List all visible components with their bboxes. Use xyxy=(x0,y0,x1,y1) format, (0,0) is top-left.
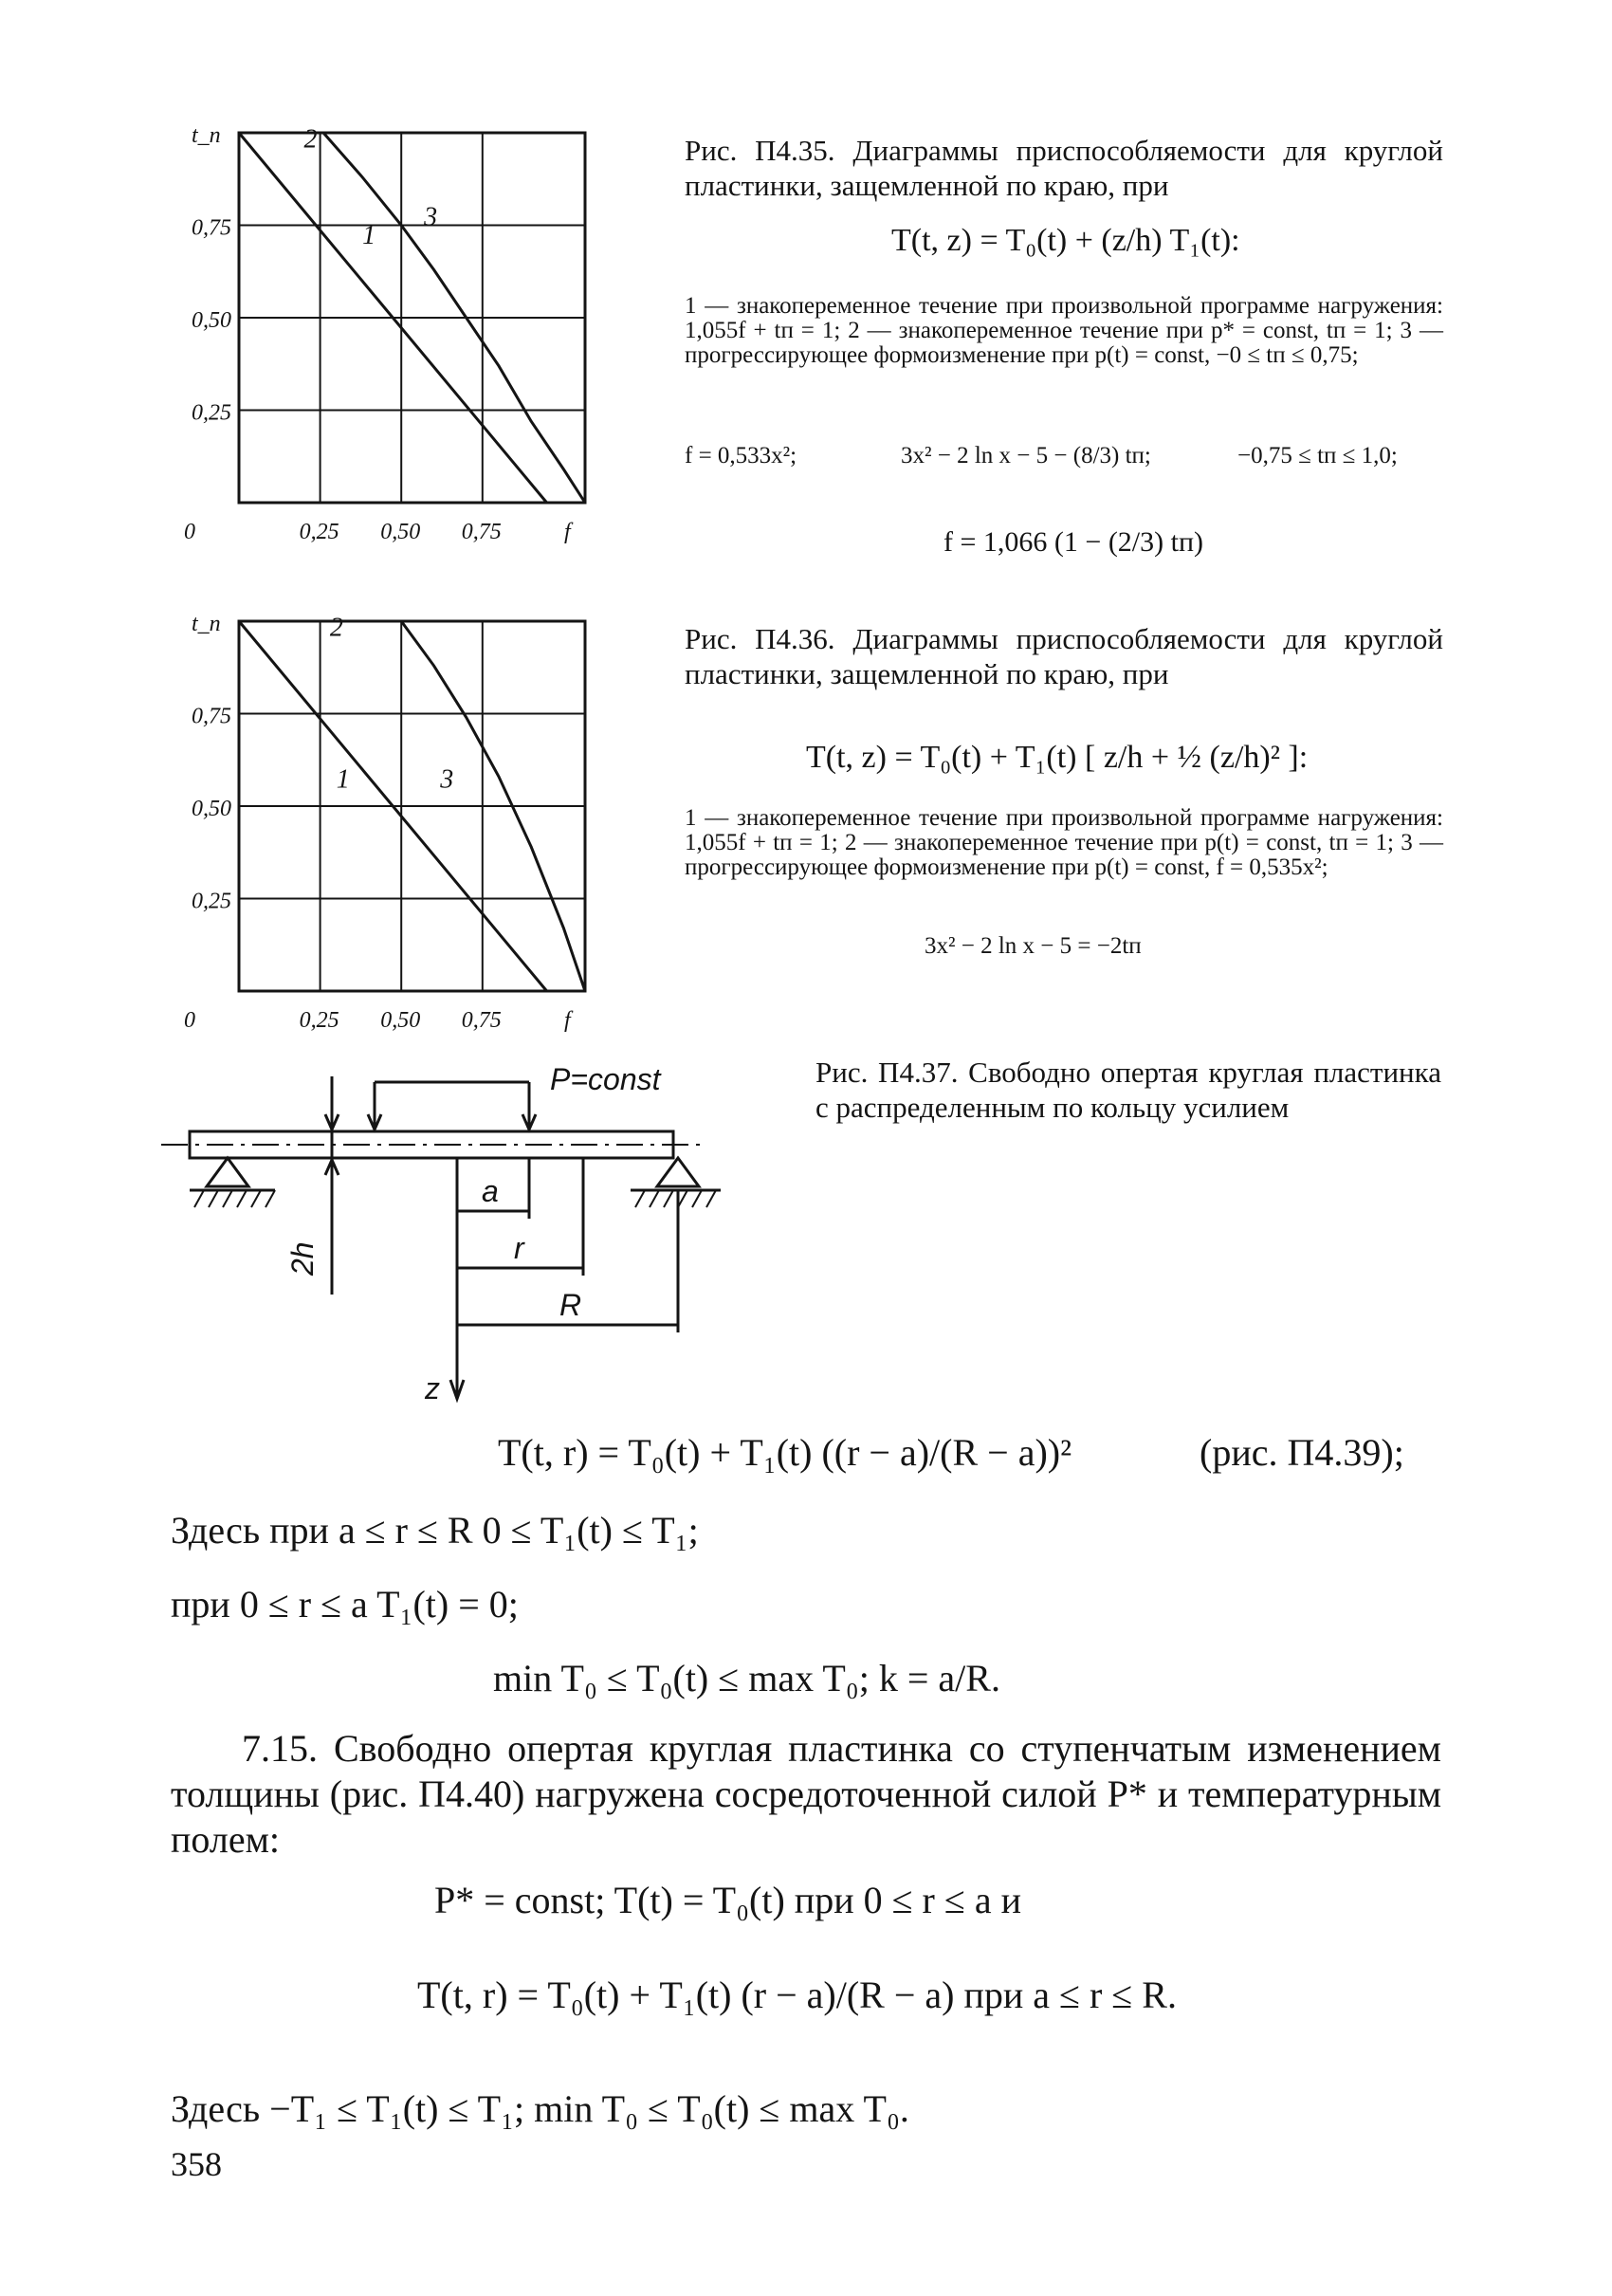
ground-hatch xyxy=(194,1190,716,1207)
series-1-label: 1 xyxy=(336,764,350,795)
x-tick-label: f xyxy=(564,1008,571,1033)
label-R: R xyxy=(559,1288,582,1322)
equation-1-reference: (рис. П4.39); xyxy=(1200,1431,1404,1474)
fig-p4-35-formula: T(t, z) = T₀(t) + (z/h) T₁(t): xyxy=(891,223,1240,258)
chart-fig-p4-36 xyxy=(184,607,607,1034)
label-load: P=const xyxy=(550,1062,661,1096)
x-tick-label: 0,25 xyxy=(299,1008,339,1033)
label-a: a xyxy=(482,1174,499,1208)
y-tick-label: 0,50 xyxy=(192,308,231,333)
fig-p4-36-caption: Рис. П4.36. Диаграммы приспособляемости для круглой пластинки, защемленной по краю, при xyxy=(685,622,1443,690)
y-tick-label: 0,75 xyxy=(192,215,231,241)
y-tick-label: 0,50 xyxy=(192,797,231,821)
paragraph-7-15: 7.15. Свободно опертая круглая пластинка со ступенчатым изменением толщины (рис. П4.40) нагружена сосредоточенной силой P* и температурным полем: xyxy=(171,1727,1441,1861)
x-tick-label: 0,25 xyxy=(299,520,339,544)
fig-p4-36-formula: T(t, z) = T₀(t) + T₁(t) [ z/h + ½ (z/h)² ]: xyxy=(806,740,1309,775)
y-tick-label: 0,25 xyxy=(192,889,231,914)
left-support xyxy=(207,1158,248,1186)
y-tick-label: t_п xyxy=(192,612,221,636)
series-2-label: 2 xyxy=(303,124,318,155)
fig-p4-37-caption: Рис. П4.37. Свободно опертая круглая пластинка с распределенным по кольцу усилием xyxy=(815,1056,1441,1124)
equation-3: T(t, r) = T₀(t) + T₁(t) (r − a)/(R − a) при a ≤ r ≤ R. xyxy=(417,1974,1177,2016)
series-1-label: 1 xyxy=(362,221,376,250)
fig-p4-35-caption: Рис. П4.35. Диаграммы приспособляемости для круглой пластинки, защемленной по краю, при xyxy=(685,134,1443,202)
text-line-3: min T₀ ≤ T₀(t) ≤ max T₀; k = a/R. xyxy=(493,1657,1000,1699)
chart-fig-p4-35 xyxy=(184,119,607,545)
text-last-line: Здесь −T₁ ≤ T₁(t) ≤ T₁; min T₀ ≤ T₀(t) ≤ max T₀. xyxy=(171,2087,909,2130)
series-3-label: 3 xyxy=(440,764,454,795)
label-r: r xyxy=(514,1231,524,1265)
y-tick-label: 0,25 xyxy=(192,400,231,426)
y-tick-label: t_п xyxy=(192,123,221,148)
equation-1: T(t, r) = T₀(t) + T₁(t) ((r − a)/(R − a))² xyxy=(498,1431,1072,1474)
fig-p4-35-legend: 1 — знакопеременное течение при произвольной программе нагружения: 1,055f + tп = 1; 2 — знакопеременное течение при p* = const, tп = 1; 3 — прогрессирующее формоизменение при p(t) = const, −0 ≤ tп ≤ 0,75; xyxy=(685,293,1443,368)
page-number: 358 xyxy=(171,2145,222,2183)
x-tick-label: 0,50 xyxy=(380,520,421,544)
fig-p4-36-legend: 1 — знакопеременное течение при произвольной программе нагружения: 1,055f + tп = 1; 2 — знакопеременное течение при p(t) = const, tп = 1; 3 — прогрессирующее формоизменение при p(t) = const, f = 0,535x²; xyxy=(685,805,1443,880)
fig-p4-35-eq-d: f = 1,066 (1 − (2/3) tп) xyxy=(943,526,1204,558)
diagram-fig-p4-37 xyxy=(152,1048,759,1408)
x-tick-label: 0 xyxy=(184,520,195,544)
equation-2: P* = const; T(t) = T₀(t) при 0 ≤ r ≤ a и xyxy=(434,1879,1021,1921)
text-line-1: Здесь при a ≤ r ≤ R 0 ≤ T₁(t) ≤ T₁; xyxy=(171,1509,699,1552)
x-tick-label: f xyxy=(564,520,571,544)
fig-p4-35-eq-c: −0,75 ≤ tп ≤ 1,0; xyxy=(1237,443,1398,468)
series-2-label: 2 xyxy=(329,613,343,643)
label-z: z xyxy=(425,1371,440,1405)
text-line-2: при 0 ≤ r ≤ a T₁(t) = 0; xyxy=(171,1583,519,1626)
right-support xyxy=(657,1158,699,1186)
x-tick-label: 0,50 xyxy=(380,1008,421,1033)
x-tick-label: 0,75 xyxy=(461,520,502,544)
fig-p4-36-eq: 3x² − 2 ln x − 5 = −2tп xyxy=(925,933,1142,959)
fig-p4-35-eq-b: 3x² − 2 ln x − 5 − (8/3) tп; xyxy=(901,443,1151,468)
label-2h: 2h xyxy=(285,1241,320,1276)
x-tick-label: 0 xyxy=(184,1008,195,1033)
y-tick-label: 0,75 xyxy=(192,704,231,729)
x-tick-label: 0,75 xyxy=(461,1008,502,1033)
series-3-label: 3 xyxy=(424,202,438,232)
fig-p4-35-eq-a: f = 0,533x²; xyxy=(685,443,797,468)
